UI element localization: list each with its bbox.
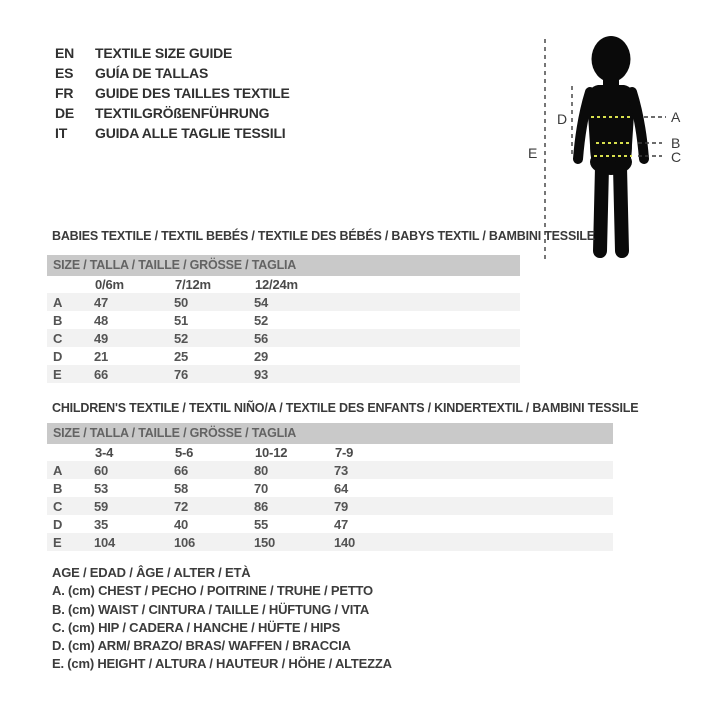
language-row-es [55,63,290,83]
language-title: TEXTILGRÖßENFÜHRUNG [95,105,270,121]
row-label: B [53,312,63,328]
figure-label-d: D [557,111,567,127]
babies-section-title: BABIES TEXTILE / TEXTIL BEBÉS / TEXTILE DES BÉBÉS / BABYS TEXTIL / BAMBINI TESSILE [52,229,595,243]
measurement-legend [52,564,392,674]
column-header: 5-6 [175,445,194,460]
language-code: EN [55,45,75,61]
language-title: GUIDE DES TAILLES TEXTILE [95,85,290,101]
cell-value: 150 [254,534,276,550]
column-header: 7-9 [335,445,354,460]
cell-value: 49 [94,330,109,346]
left-leg [600,167,602,251]
cell-value: 60 [94,462,109,478]
figure-label-a: A [671,109,681,125]
cell-value: 66 [174,462,189,478]
left-arm [578,92,590,159]
table-row [47,479,613,497]
language-row-en [55,43,290,63]
language-list [55,43,290,143]
children-column-headers [47,444,613,461]
cell-value: 66 [94,366,109,382]
cell-value: 73 [334,462,349,478]
cell-value: 47 [94,294,109,310]
row-label: C [53,498,63,514]
row-label: D [53,348,63,364]
babies-size-header: SIZE / TALLA / TAILLE / GRÖSSE / TAGLIA [47,255,520,276]
column-header: 10-12 [255,445,288,460]
cell-value: 79 [334,498,349,514]
cell-value: 51 [174,312,189,328]
cell-value: 59 [94,498,109,514]
cell-value: 106 [174,534,196,550]
row-label: E [53,534,62,550]
row-label: E [53,366,62,382]
language-row-it [55,123,290,143]
table-row [47,515,613,533]
cell-value: 54 [254,294,269,310]
table-row [47,365,520,383]
cell-value: 29 [254,348,269,364]
legend-line-arm: D. (cm) ARM/ BRAZO/ BRAS/ WAFFEN / BRACCIA [52,638,351,654]
cell-value: 56 [254,330,269,346]
language-row-de [55,103,290,123]
cell-value: 140 [334,534,356,550]
column-header: 0/6m [95,277,124,292]
cell-value: 64 [334,480,349,496]
cell-value: 80 [254,462,269,478]
cell-value: 72 [174,498,189,514]
cell-value: 52 [254,312,269,328]
children-section-title: CHILDREN'S TEXTILE / TEXTIL NIÑO/A / TEXTILE DES ENFANTS / KINDERTEXTIL / BAMBINI TESSILE [52,401,639,415]
column-header: 3-4 [95,445,114,460]
cell-value: 21 [94,348,109,364]
babies-column-headers [47,276,520,293]
table-row [47,329,520,347]
row-label: D [53,516,63,532]
column-header: 12/24m [255,277,298,292]
children-size-header: SIZE / TALLA / TAILLE / GRÖSSE / TAGLIA [47,423,613,444]
cell-value: 70 [254,480,269,496]
legend-line-chest: A. (cm) CHEST / PECHO / POITRINE / TRUHE / PETTO [52,583,373,599]
children-size-table [47,423,613,551]
cell-value: 93 [254,366,269,382]
row-label: C [53,330,63,346]
cell-value: 55 [254,516,269,532]
table-row [47,293,520,311]
cell-value: 58 [174,480,189,496]
column-header: 7/12m [175,277,211,292]
language-title: TEXTILE SIZE GUIDE [95,45,233,61]
language-row-fr [55,83,290,103]
cell-value: 40 [174,516,189,532]
legend-line-height: E. (cm) HEIGHT / ALTURA / HAUTEUR / HÖHE / ALTEZZA [52,656,392,672]
cell-value: 50 [174,294,189,310]
table-row [47,311,520,329]
legend-line-waist: B. (cm) WAIST / CINTURA / TAILLE / HÜFTUNG / VITA [52,601,370,617]
cell-value: 52 [174,330,189,346]
row-label: A [53,294,63,310]
table-row [47,533,613,551]
row-label: B [53,480,63,496]
language-code: DE [55,105,75,121]
row-label: A [53,462,63,478]
language-code: ES [55,65,74,81]
language-code: IT [55,125,68,141]
table-row [47,497,613,515]
table-row [47,347,520,365]
cell-value: 25 [174,348,189,364]
right-leg [620,167,622,251]
cell-value: 86 [254,498,269,514]
language-code: FR [55,85,74,101]
cell-value: 48 [94,312,109,328]
language-title: GUÍA DE TALLAS [95,65,209,81]
cell-value: 104 [94,534,116,550]
cell-value: 47 [334,516,349,532]
cell-value: 76 [174,366,189,382]
figure-label-b: B [671,135,681,151]
figure-label-c: C [671,149,681,165]
babies-size-table [47,255,520,383]
legend-line-age: AGE / EDAD / ÂGE / ALTER / ETÀ [52,565,251,580]
figure-label-e: E [528,145,538,161]
table-row [47,461,613,479]
legend-line-hip: C. (cm) HIP / CADERA / HANCHE / HÜFTE / HIPS [52,619,341,635]
right-arm [632,92,644,159]
cell-value: 53 [94,480,109,496]
language-title: GUIDA ALLE TAGLIE TESSILI [95,125,286,141]
cell-value: 35 [94,516,109,532]
